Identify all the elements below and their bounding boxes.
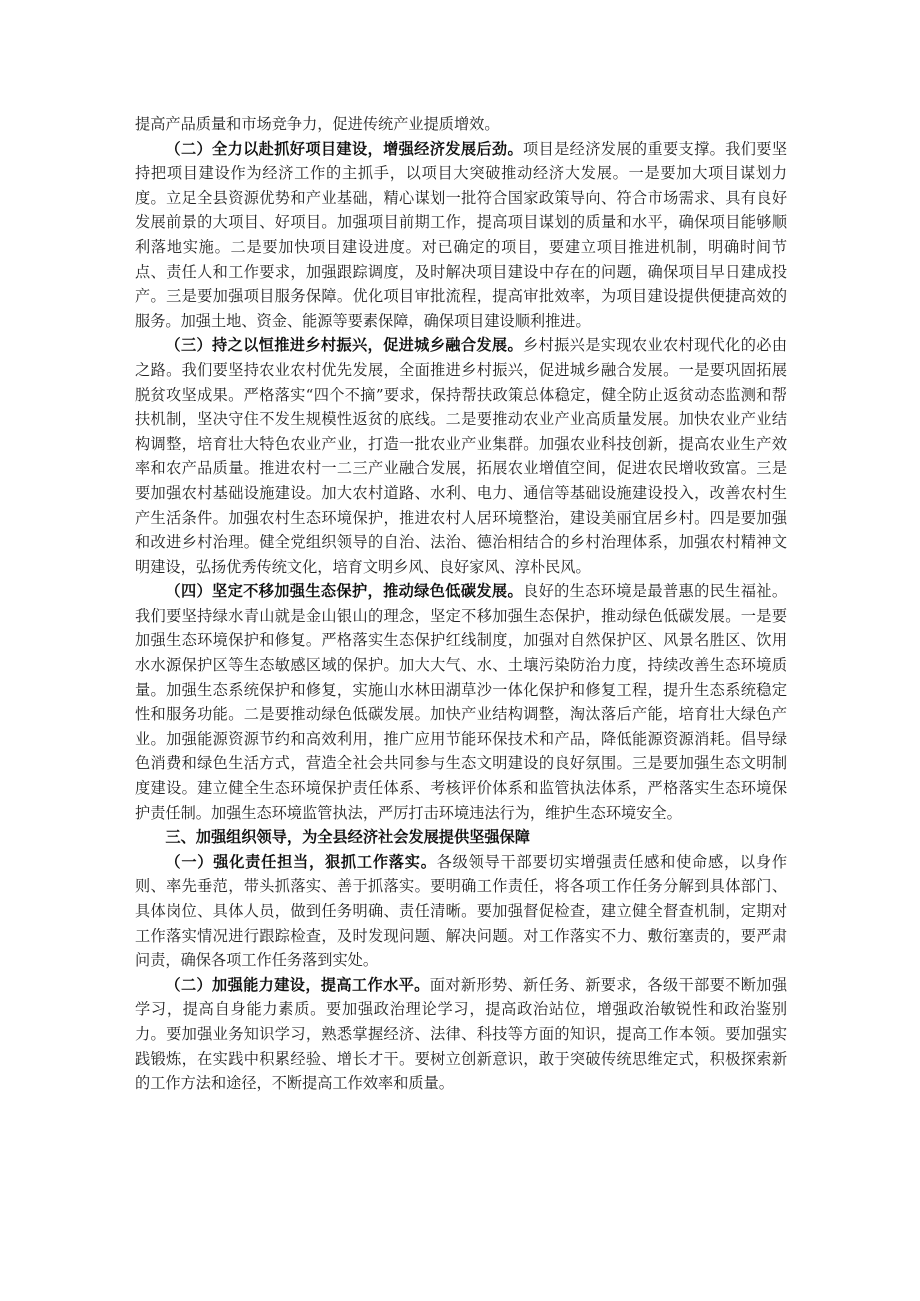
section-capacity-building	[135, 973, 787, 1096]
section-rural-revitalization	[135, 333, 787, 579]
section-lead: （二）全力以赴抓好项目建设，增强经济发展后劲。	[165, 139, 524, 158]
section-body: 面对新形势、新任务、新要求，各级干部要不断加强学习，提高自身能力素质。要加强政治理论学习，提高政治站位，增强政治敏锐性和政治鉴别力。要加强业务知识学习，熟悉掌握经济、法律、科技等方面的知识，提高工作本领。要加强实践锻炼，在实践中积累经验、增长才干。要树立创新意识，敢于突破传统思维定式，积极探索新的工作方法和途径，不断提高工作效率和质量。	[135, 975, 788, 1093]
part-three-heading: 三、加强组织领导，为全县经济社会发展提供坚强保障	[165, 828, 530, 847]
section-lead: （三）持之以恒推进乡村振兴，促进城乡融合发展。	[165, 336, 524, 355]
continuation-paragraph: 提高产品质量和市场竞争力，促进传统产业提质增效。	[135, 115, 500, 133]
section-lead: （二）加强能力建设，提高工作水平。	[165, 975, 430, 994]
section-body: 项目是经济发展的重要支撑。我们要坚持把项目建设作为经济工作的主抓手，以项目大突破推动经济大发展。一是要加大项目谋划力度。立足全县资源优势和产业基础，精心谋划一批符合国家政策导向、符合市场需求、具有良好发展前景的大项目、好项目。加强项目前期工作，提高项目谋划的质量和水平，确保项目能够顺利落地实施。二是要加快项目建设进度。对已确定的项目，要建立项目推进机制，明确时间节点、责任人和工作要求，加强跟踪调度，及时解决项目建设中存在的问题，确保项目早日建成投产。三是要加强项目服务保障。优化项目审批流程，提高审批效率，为项目建设提供便捷高效的服务。加强土地、资金、能源等要素保障，确保项目建设顺利推进。	[135, 139, 788, 330]
section-responsibility	[135, 850, 787, 973]
section-lead: （一）强化责任担当，狠抓工作落实。	[165, 852, 437, 871]
section-project-construction	[135, 137, 787, 334]
section-lead: （四）坚定不移加强生态保护，推动绿色低碳发展。	[165, 582, 524, 601]
document-page	[135, 112, 787, 1096]
section-ecological-protection	[135, 579, 787, 825]
section-body: 乡村振兴是实现农业农村现代化的必由之路。我们要坚持农业农村优先发展，全面推进乡村振兴，促进城乡融合发展。一是要巩固拓展脱贫攻坚成果。严格落实“四个不摘”要求，保持帮扶政策总体稳定，健全防止返贫动态监测和帮扶机制，坚决守住不发生规模性返贫的底线。二是要推动农业产业高质量发展。加快农业产业结构调整，培育壮大特色农业产业，打造一批农业产业集群。加强农业科技创新，提高农业生产效率和农产品质量。推进农村一二三产业融合发展，拓展农业增值空间，促进农民增收致富。三是要加强农村基础设施建设。加大农村道路、水利、电力、通信等基础设施建设投入，改善农村生产生活条件。加强农村生态环境保护，推进农村人居环境整治，建设美丽宜居乡村。四是要加强和改进乡村治理。健全党组织领导的自治、法治、德治相结合的乡村治理体系，加强农村精神文明建设，弘扬优秀传统文化，培育文明乡风、良好家风、淳朴民风。	[135, 336, 788, 576]
section-body: 各级领导干部要切实增强责任感和使命感，以身作则、率先垂范，带头抓落实、善于抓落实。要明确工作责任，将各项工作任务分解到具体部门、具体岗位、具体人员，做到任务明确、责任清晰。要加强督促检查，建立健全督查机制，定期对工作落实情况进行跟踪检查，及时发现问题、解决问题。对工作落实不力、敷衍塞责的，要严肃问责，确保各项工作任务落到实处。	[135, 852, 788, 970]
section-body: 良好的生态环境是最普惠的民生福祉。我们要坚持绿水青山就是金山银山的理念，坚定不移加强生态保护，推动绿色低碳发展。一是要加强生态环境保护和修复。严格落实生态保护红线制度，加强对自然保护区、风景名胜区、饮用水水源保护区等生态敏感区域的保护。加大大气、水、土壤污染防治力度，持续改善生态环境质量。加强生态系统保护和修复，实施山水林田湖草沙一体化保护和修复工程，提升生态系统稳定性和服务功能。二是要推动绿色低碳发展。加快产业结构调整，淘汰落后产能，培育壮大绿色产业。加强能源资源节约和高效利用，推广应用节能环保技术和产品，降低能源资源消耗。倡导绿色消费和绿色生活方式，营造全社会共同参与生态文明建设的良好氛围。三是要加强生态文明制度建设。建立健全生态环境保护责任体系、考核评价体系和监管执法体系，严格落实生态环境保护责任制。加强生态环境监管执法，严厉打击环境违法行为，维护生态环境安全。	[135, 582, 788, 822]
